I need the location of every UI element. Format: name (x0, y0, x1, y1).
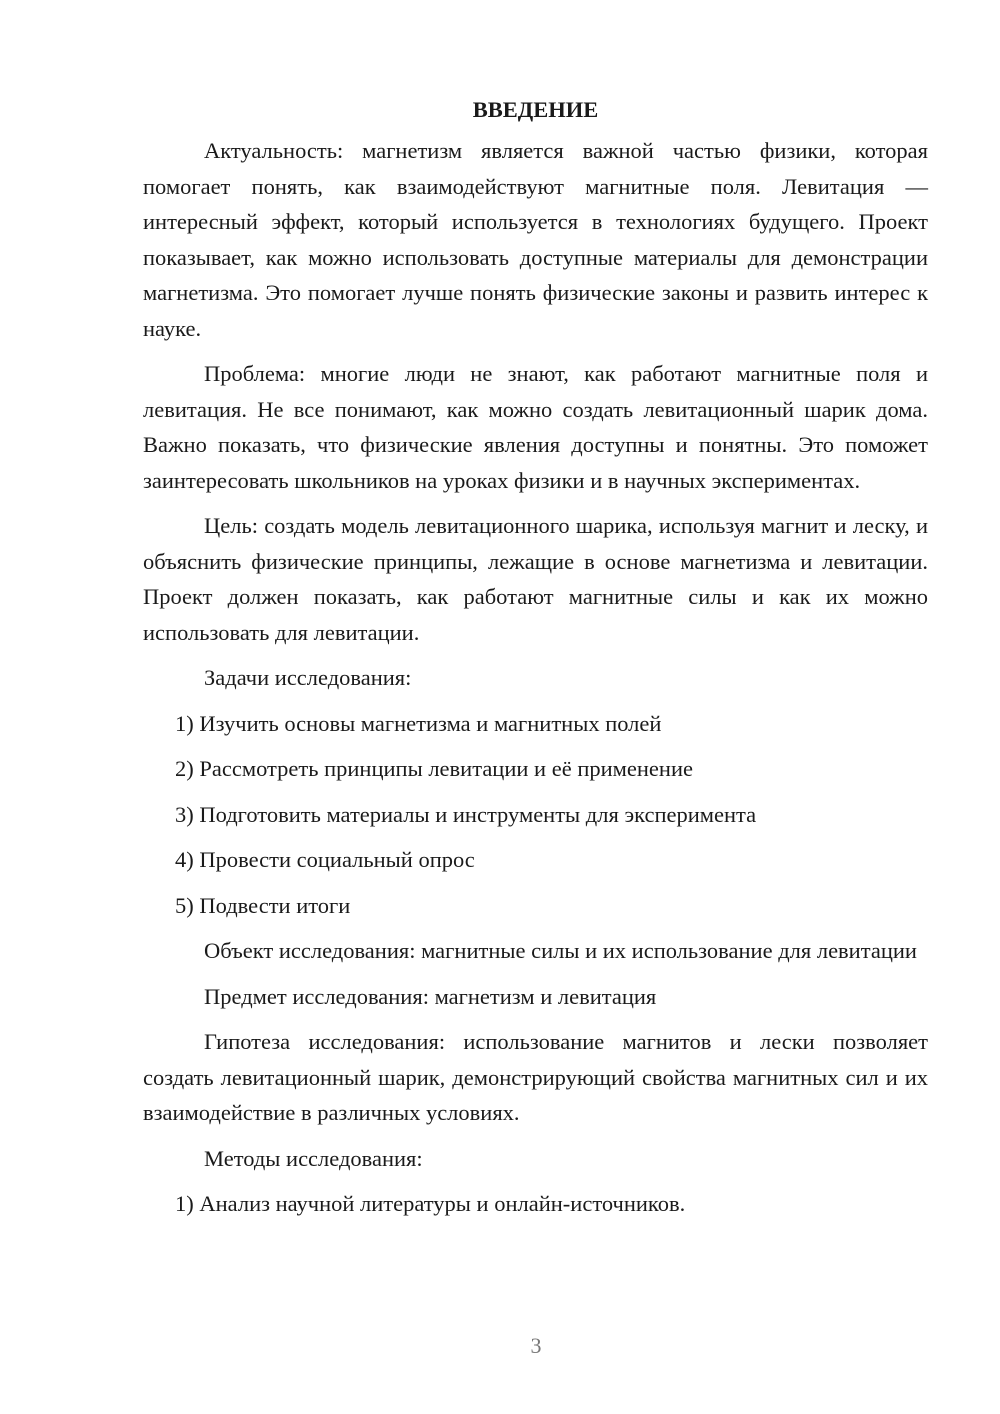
task-item: 2) Рассмотреть принципы левитации и её применение (175, 756, 693, 781)
task-item: 5) Подвести итоги (175, 892, 351, 918)
section-title: ВВЕДЕНИЕ (472, 97, 599, 122)
page-number: 3 (530, 1333, 542, 1358)
tasks-list (143, 706, 928, 924)
relevance-paragraph: Актуальность: магнетизм является важной частью физики, которая помогает понять, как взаимодействуют магнитные поля. Левитация — интересный эффект, который используется в технологиях будущего. Проект показывает, как можно использовать доступные материалы для демонстрации магнетизма. Это помогает лучше понять физические законы и развить интерес к науке. (143, 138, 928, 341)
methods-heading: Методы исследования: (204, 1145, 423, 1171)
task-item: 3) Подготовить материалы и инструменты для эксперимента (175, 801, 757, 827)
goal-paragraph: Цель: создать модель левитационного шарика, используя магнит и леску, и объяснить физические принципы, лежащие в основе магнетизма и левитации. Проект должен показать, как работают магнитные силы и как их можно использовать для левитации. (143, 513, 928, 645)
task-item: 4) Провести социальный опрос (175, 847, 475, 872)
subject-paragraph: Предмет исследования: магнетизм и левитация (204, 983, 657, 1009)
task-item: 1) Изучить основы магнетизма и магнитных полей (175, 710, 662, 736)
page-content (143, 92, 928, 1232)
object-paragraph: Объект исследования: магнитные силы и их использование для левитации (204, 938, 917, 963)
methods-list (143, 1186, 928, 1222)
tasks-heading: Задачи исследования: (204, 665, 412, 690)
problem-paragraph: Проблема: многие люди не знают, как работают магнитные поля и левитация. Не все понимают, как можно создать левитационный шарик дома. Важно показать, что физические явления доступны и понятны. Это поможет заинтересовать школьников на уроках физики и в научных экспериментах. (143, 361, 928, 493)
hypothesis-paragraph: Гипотеза исследования: использование магнитов и лески позволяет создать левитационный шарик, демонстрирующий свойства магнитных сил и их взаимодействие в различных условиях. (143, 1029, 928, 1125)
method-item: 1) Анализ научной литературы и онлайн-источников. (175, 1191, 686, 1216)
